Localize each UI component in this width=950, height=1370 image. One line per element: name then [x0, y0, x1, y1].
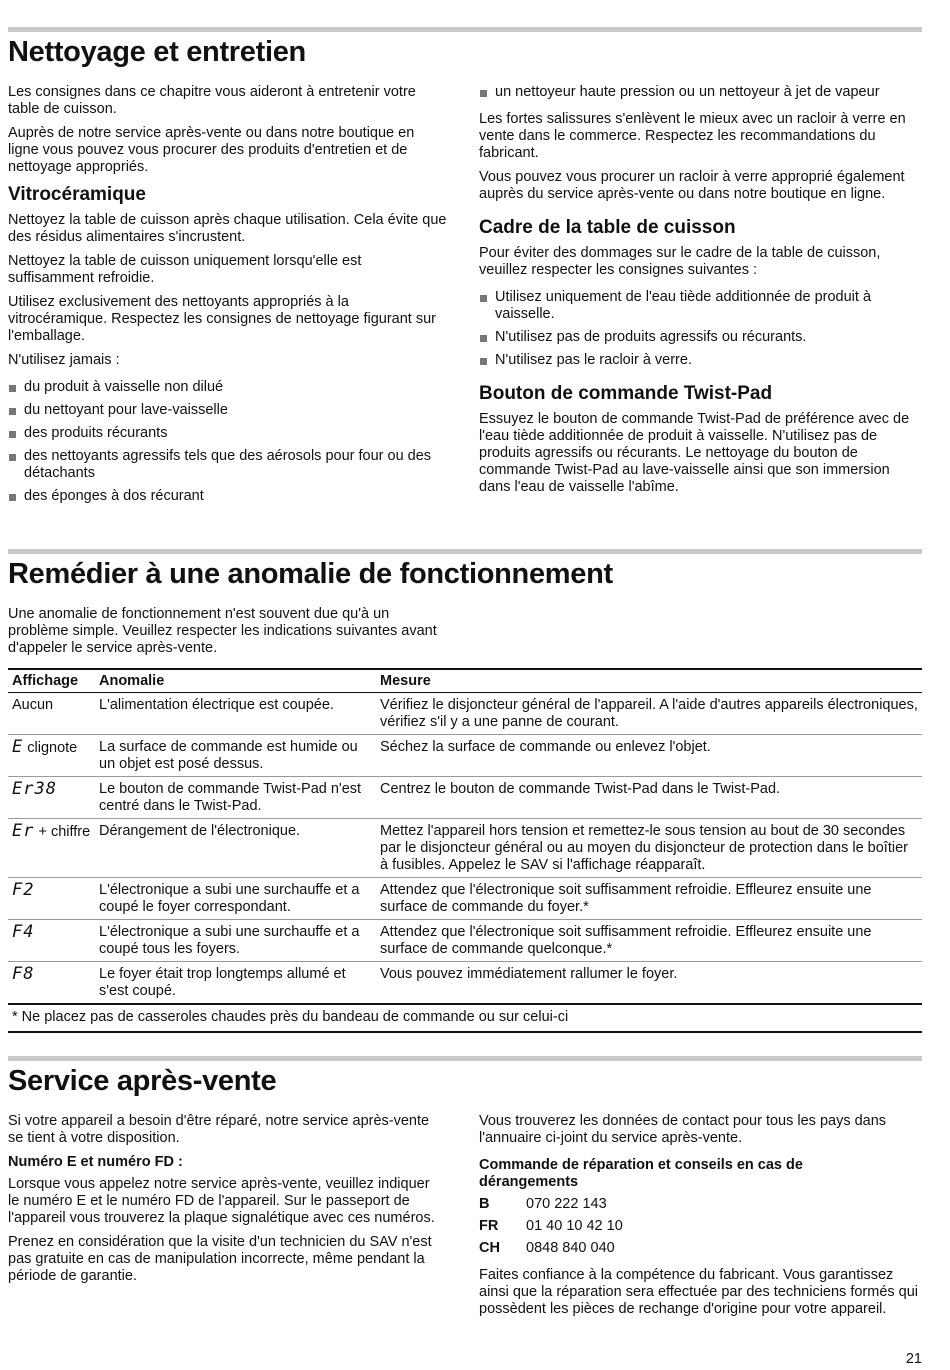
paragraph: Lorsque vous appelez notre service après-vente, veuillez indiquer le numéro E et le numéro FD de l'appareil. Sur le passeport de l'appareil vous trouverez la plaque signalétique avec ces numéros. — [8, 1176, 435, 1226]
segment-code: F4 — [12, 922, 35, 942]
column-left-nettoyage — [8, 84, 448, 511]
paragraph: Si votre appareil a besoin d'être réparé, notre service après-vente se tient à votre disposition. — [8, 1113, 430, 1146]
table-footnote-row — [8, 1004, 922, 1032]
table-row — [8, 693, 922, 735]
anomalie-cell: L'électronique a subi une surchauffe et a coupé le foyer correspondant. — [95, 878, 376, 920]
display-text: clignote — [27, 740, 78, 756]
paragraph: Nettoyez la table de cuisson uniquement lorsqu'elle est suffisamment refroidie. — [8, 253, 362, 286]
list-item: Utilisez uniquement de l'eau tiède additionnée de produit à vaisselle. — [479, 289, 922, 323]
heading-cadre: Cadre de la table de cuisson — [479, 217, 736, 238]
display-text: + chiffre — [38, 824, 91, 840]
table-row — [8, 962, 922, 1005]
section-title-anomalie: Remédier à une anomalie de fonctionnement — [8, 558, 613, 590]
mesure-cell: Mettez l'appareil hors tension et remettez-le sous tension au bout de 30 secondes par le disjoncteur général ou au moyen du disjoncteur de protection dans le boîtier à fusibles. Appelez le SAV si l'affichage réapparaît. — [376, 819, 922, 878]
bullet-list — [8, 379, 448, 505]
anomalie-cell: Dérangement de l'électronique. — [95, 819, 376, 878]
anomalie-intro — [8, 606, 448, 664]
page-number: 21 — [905, 1351, 922, 1367]
segment-code: F8 — [12, 964, 35, 984]
troubleshooting-table — [8, 668, 922, 1033]
paragraph: Auprès de notre service après-vente ou dans notre boutique en ligne vous pouvez vous procurer des produits d'entretien et de nettoyage appropriés. — [8, 125, 415, 175]
list-item: des éponges à dos récurant — [8, 488, 448, 505]
display-text: Aucun — [12, 697, 54, 713]
list-item: des nettoyants agressifs tels que des aérosols pour four ou des détachants — [8, 448, 448, 482]
mesure-cell: Vous pouvez immédiatement rallumer le foyer. — [376, 962, 922, 1005]
contact-row — [479, 1196, 922, 1213]
contact-row — [479, 1218, 922, 1235]
country-code: CH — [479, 1240, 500, 1256]
paragraph: Les fortes salissures s'enlèvent le mieux avec un racloir à verre en vente dans le commerce. Respectez les recommandations du fabricant. — [479, 111, 906, 161]
display-cell — [8, 735, 95, 777]
table-row — [8, 735, 922, 777]
anomalie-cell: Le foyer était trop longtemps allumé et s'est coupé. — [95, 962, 376, 1005]
segment-code: Er — [12, 821, 35, 841]
column-header: Affichage — [8, 669, 95, 693]
anomalie-cell: L'électronique a subi une surchauffe et a coupé tous les foyers. — [95, 920, 376, 962]
anomalie-cell: Le bouton de commande Twist-Pad n'est centré dans le Twist-Pad. — [95, 777, 376, 819]
mesure-cell: Vérifiez le disjoncteur général de l'appareil. A l'aide d'autres appareils électroniques, vérifiez s'il y a une panne de courant. — [376, 693, 922, 735]
table-row — [8, 920, 922, 962]
paragraph: Utilisez exclusivement des nettoyants appropriés à la vitrocéramique. Respectez les consignes de nettoyage figurant sur l'emballage. — [8, 294, 436, 344]
paragraph: Pour éviter des dommages sur le cadre de la table de cuisson, veuillez respecter les consignes suivantes : — [479, 245, 881, 278]
section-title-nettoyage: Nettoyage et entretien — [8, 36, 306, 68]
column-right-service — [479, 1113, 922, 1325]
paragraph: Vous pouvez vous procurer un racloir à verre approprié également auprès du service après-vente ou dans notre boutique en ligne. — [479, 169, 905, 202]
segment-code: Er38 — [12, 779, 57, 799]
column-left-service — [8, 1113, 438, 1292]
phone-number: 01 40 10 42 10 — [526, 1218, 623, 1234]
country-code: B — [479, 1196, 490, 1212]
display-cell — [8, 777, 95, 819]
subheading-commande: Commande de réparation et conseils en cas de dérangements — [479, 1157, 803, 1190]
display-cell — [8, 693, 95, 735]
segment-code: F2 — [12, 880, 35, 900]
display-cell — [8, 920, 95, 962]
display-cell — [8, 878, 95, 920]
paragraph: Vous trouverez les données de contact pour tous les pays dans l'annuaire ci-joint du service après-vente. — [479, 1113, 887, 1146]
anomalie-cell: L'alimentation électrique est coupée. — [95, 693, 376, 735]
list-item: des produits récurants — [8, 425, 448, 442]
mesure-cell: Centrez le bouton de commande Twist-Pad dans le Twist-Pad. — [376, 777, 922, 819]
list-item: un nettoyeur haute pression ou un nettoyeur à jet de vapeur — [479, 84, 922, 101]
heading-vitroceramique: Vitrocéramique — [8, 184, 146, 205]
phone-number: 0848 840 040 — [526, 1240, 615, 1256]
paragraph: Essuyez le bouton de commande Twist-Pad de préférence avec de l'eau tiède additionnée de produit à vaisselle. N'utilisez pas de produits agressifs ou récurants. Le nettoyage du bouton de commande Twist-Pad au lave-vaisselle ainsi que son immersion dans l'eau de vaisselle l'abîme. — [479, 411, 910, 495]
column-header: Mesure — [376, 669, 922, 693]
mesure-cell: Attendez que l'électronique soit suffisamment refroidie. Effleurez ensuite une surface de commande du foyer.* — [376, 878, 922, 920]
list-item: du nettoyant pour lave-vaisselle — [8, 402, 448, 419]
bullet-list — [479, 84, 922, 101]
paragraph: Faites confiance à la compétence du fabricant. Vous garantissez ainsi que la réparation sera effectuée par des techniciens formés qui possèdent les pièces de rechange d'origine pour votre appareil. — [479, 1267, 919, 1317]
section-rule — [8, 549, 922, 554]
section-rule — [8, 1056, 922, 1061]
paragraph: Prenez en considération que la visite d'un technicien du SAV n'est pas gratuite en cas de manipulation incorrecte, même pendant la période de garantie. — [8, 1234, 432, 1284]
table-footnote: * Ne placez pas de casseroles chaudes près du bandeau de commande ou sur celui-ci — [8, 1004, 922, 1032]
list-item: N'utilisez pas de produits agressifs ou récurants. — [479, 329, 922, 346]
column-header: Anomalie — [95, 669, 376, 693]
bullet-list — [479, 289, 922, 369]
table-row — [8, 878, 922, 920]
contact-row — [479, 1240, 922, 1257]
heading-twist-pad: Bouton de commande Twist-Pad — [479, 383, 773, 404]
anomalie-cell: La surface de commande est humide ou un objet est posé dessus. — [95, 735, 376, 777]
phone-number: 070 222 143 — [526, 1196, 607, 1212]
mesure-cell: Séchez la surface de commande ou enlevez l'objet. — [376, 735, 922, 777]
list-item: du produit à vaisselle non dilué — [8, 379, 448, 396]
table-row — [8, 819, 922, 878]
paragraph: Nettoyez la table de cuisson après chaque utilisation. Cela évite que des résidus alimentaires s'incrustent. — [8, 212, 447, 245]
paragraph: N'utilisez jamais : — [8, 352, 120, 368]
paragraph: Une anomalie de fonctionnement n'est souvent due qu'à un problème simple. Veuillez respecter les indications suivantes avant d'appeler le service après-vente. — [8, 606, 437, 656]
display-cell — [8, 962, 95, 1005]
mesure-cell: Attendez que l'électronique soit suffisamment refroidie. Effleurez ensuite une surface de commande quelconque.* — [376, 920, 922, 962]
paragraph: Les consignes dans ce chapitre vous aideront à entretenir votre table de cuisson. — [8, 84, 416, 117]
display-cell — [8, 819, 95, 878]
section-title-service: Service après-vente — [8, 1065, 277, 1097]
contact-list — [479, 1196, 922, 1257]
list-item: N'utilisez pas le racloir à verre. — [479, 352, 922, 369]
subheading-numero: Numéro E et numéro FD : — [8, 1154, 183, 1170]
column-right-nettoyage — [479, 84, 922, 503]
country-code: FR — [479, 1218, 499, 1234]
segment-code: E — [12, 737, 24, 757]
section-rule — [8, 27, 922, 32]
table-row — [8, 777, 922, 819]
